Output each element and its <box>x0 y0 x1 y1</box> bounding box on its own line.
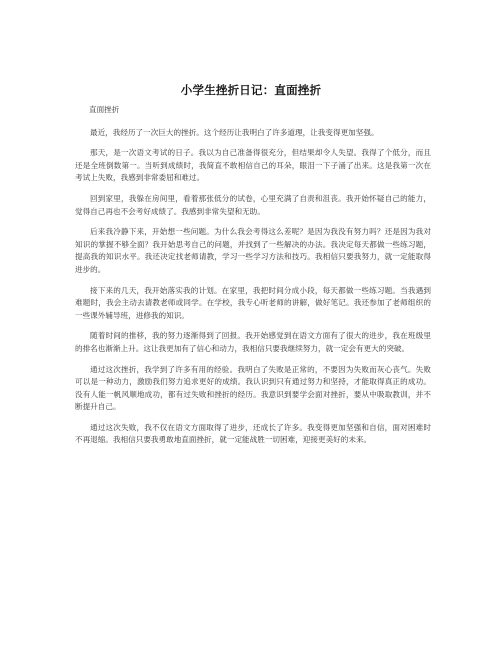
paragraph: 通过这次挫折，我学到了许多有用的经验。我明白了失败是正常的，不要因为失败而灰心丧气。失败可以是一种动力，激励我们努力追求更好的成绩。我认识到只有通过努力和坚持，才能取得真正的成功。没有人能一帆风顺地成功，都有过失败和挫折的经历。我意识到要学会面对挫折，要从中吸取教训，并不断提升自己。 <box>75 364 431 412</box>
paragraph: 随着时间的推移，我的努力逐渐得到了回报。我开始感觉到在语文方面有了很大的进步，我在班级里的排名也渐渐上升。这让我更加有了信心和动力，我相信只要我继续努力，就一定会有更大的突破。 <box>75 331 431 353</box>
paragraph: 通过这次失败，我不仅在语文方面取得了进步，还成长了许多。我变得更加坚强和自信，面对困难时不再退缩。我相信只要我勇敢地直面挫折，就一定能战胜一切困难，迎接更美好的未来。 <box>75 422 431 445</box>
paragraph: 后来我冷静下来，开始想一些问题。为什么我会考得这么差呢？是因为我没有努力吗？还是因为我对知识的掌握不够全面？我开始思考自己的问题，并找到了一些解决的办法。我决定每天都做一些练习题，提高我的知识水平。我还决定找老师请教，学习一些学习方法和技巧。我相信只要我努力，就一定能取得进步的。 <box>75 227 431 274</box>
paragraph: 最近，我经历了一次巨大的挫折。这个经历让我明白了许多道理，让我变得更加坚强。 <box>90 127 379 137</box>
document-subtitle: 直面挫折 <box>89 105 120 114</box>
document-title: 小学生挫折日记：直面挫折 <box>180 83 322 97</box>
paragraph: 回到家里，我躲在房间里，看着那张低分的试卷，心里充满了自责和沮丧。我开始怀疑自己的能力，觉得自己再也不会考好成绩了。我感到非常失望和无助。 <box>75 193 431 216</box>
paragraph: 接下来的几天，我开始落实我的计划。在家里，我把时间分成小段，每天都做一些练习题。当我遇到难题时，我会主动去请教老师或同学。在学校，我专心听老师的讲解，做好笔记。我还参加了老师组织的一些课外辅导班，进修我的知识。 <box>75 285 431 320</box>
document-body <box>75 104 431 455</box>
paragraph: 那天，是一次语文考试的日子。我以为自己准备得很充分，但结果却令人失望。我得了个低分，而且还是全班倒数第一。当听到成绩时，我简直不敢相信自己的耳朵，眼泪一下子涌了出来。这是我第一次在考试上失败，我感到非常委屈和难过。 <box>75 148 431 183</box>
